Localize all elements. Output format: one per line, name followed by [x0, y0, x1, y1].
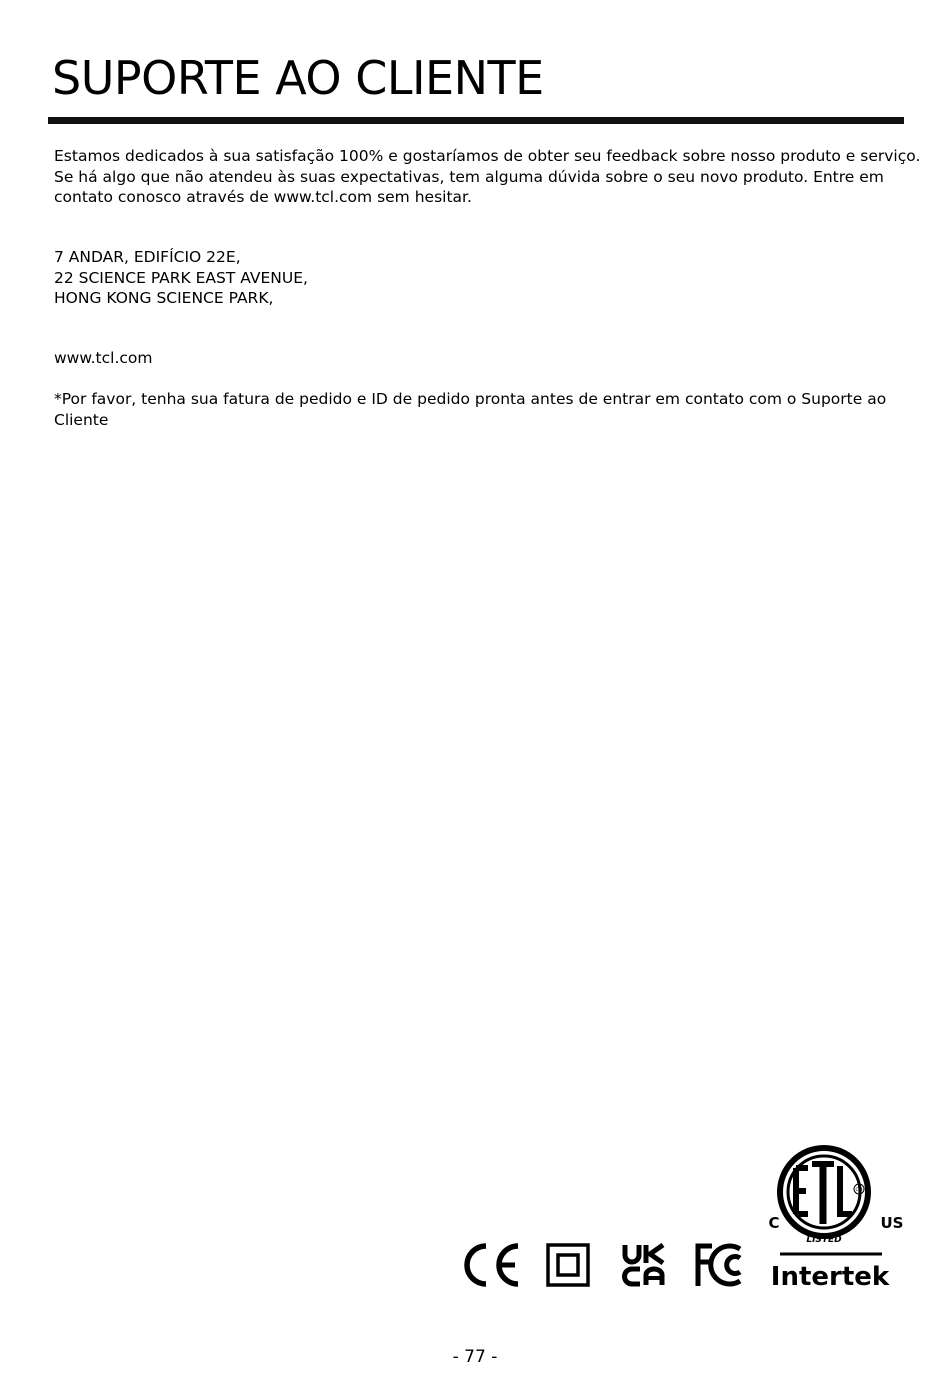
etl-listed-icon	[766, 1144, 908, 1294]
intertek-text: Intertek	[770, 1262, 890, 1290]
double-insulation-icon	[546, 1243, 590, 1291]
etl-us-text: US	[880, 1214, 904, 1232]
page-title: SUPORTE AO CLIENTE	[52, 51, 544, 105]
etl-listed-text: LISTED	[806, 1235, 842, 1245]
address-line-2: 22 SCIENCE PARK EAST AVENUE,	[54, 268, 308, 287]
address-block	[54, 247, 654, 309]
page-number: - 77 -	[452, 1347, 498, 1367]
order-note: *Por favor, tenha sua fatura de pedido e ID de pedido pronta antes de entrar em contato com o Suporte ao Cliente	[54, 390, 887, 429]
ce-mark-icon	[462, 1243, 522, 1291]
address-line-1: 7 ANDAR, EDIFÍCIO 22E,	[54, 248, 241, 266]
etl-c-text: C	[768, 1214, 780, 1232]
etl-cm-text: CM	[855, 1188, 863, 1193]
title-divider	[48, 117, 904, 124]
fcc-mark-icon	[694, 1243, 748, 1291]
intro-paragraph: Estamos dedicados à sua satisfação 100% e gostaríamos de obter seu feedback sobre nosso produto e serviço. Se há algo que não atendeu às suas expectativas, tem alguma dúvida sobre o seu novo produto. Entre em contato conosco através de www.tcl.com sem hesitar.	[54, 147, 921, 206]
website-link[interactable]: www.tcl.com	[54, 349, 153, 367]
address-line-3: HONG KONG SCIENCE PARK,	[54, 289, 274, 307]
ukca-mark-icon	[622, 1243, 666, 1291]
